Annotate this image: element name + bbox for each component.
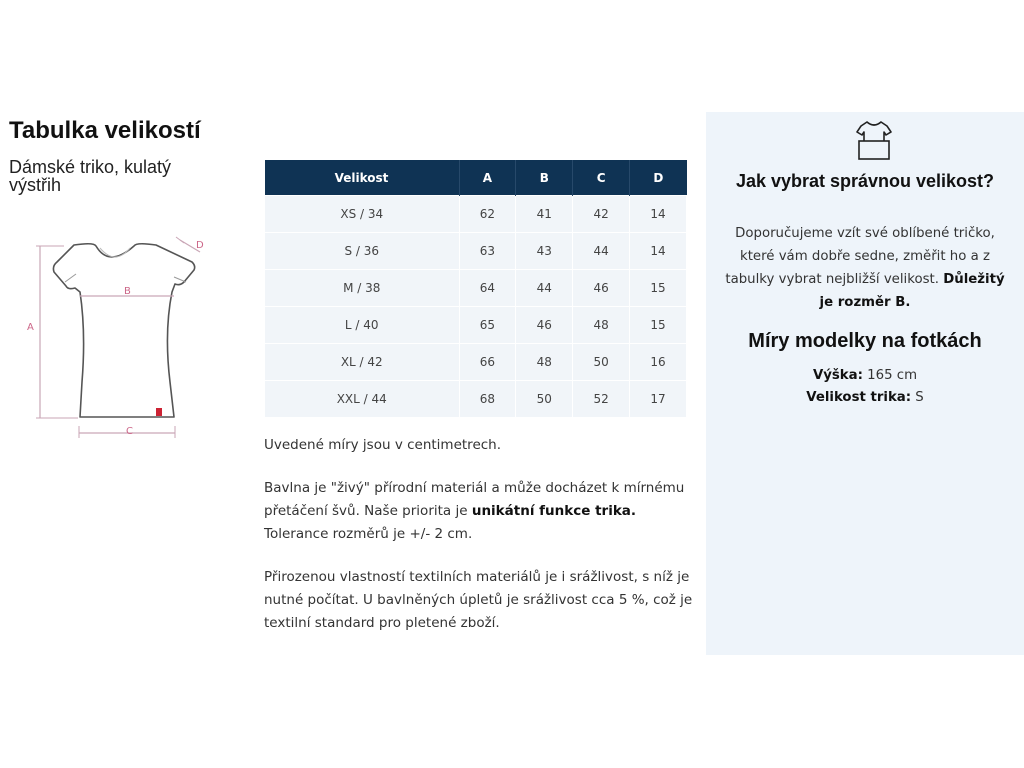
- table-row: [265, 344, 687, 381]
- table-cell: 41: [516, 196, 573, 233]
- table-cell: 15: [630, 307, 687, 344]
- table-cell: 46: [573, 270, 630, 307]
- table-cell: 68: [459, 381, 516, 418]
- table-cell: 48: [573, 307, 630, 344]
- table-cell-size: L / 40: [265, 307, 460, 344]
- table-header-c: C: [573, 160, 630, 196]
- label-tag: [156, 408, 162, 416]
- table-row: [265, 307, 687, 344]
- table-cell: 43: [516, 233, 573, 270]
- measure-b-label: B: [124, 286, 131, 297]
- table-header-d: D: [630, 160, 687, 196]
- measure-d-label: D: [196, 240, 204, 251]
- model-shirt-size: Velikost trika: S: [806, 390, 924, 405]
- measure-a-label: A: [27, 322, 34, 333]
- measure-c-label: C: [126, 426, 133, 437]
- table-cell-size: M / 38: [265, 270, 460, 307]
- table-cell: 50: [573, 344, 630, 381]
- size-notes: [264, 434, 694, 655]
- model-heading: Míry modelky na fotkách: [748, 330, 982, 352]
- size-advice-panel: [706, 112, 1024, 655]
- advice-important: Důležitý je rozměr B.: [819, 272, 1005, 310]
- note-cotton: Bavlna je "živý" přírodní materiál a může docházet k mírnému přetáčení švů. Naše priorita je unikátní funkce trika. Tolerance rozměrů je +/- 2 cm.: [264, 480, 685, 542]
- tshirt-outline: [53, 244, 194, 417]
- table-cell: 14: [630, 196, 687, 233]
- table-cell: 52: [573, 381, 630, 418]
- table-row: [265, 270, 687, 307]
- size-table: [264, 160, 687, 418]
- table-cell: 44: [573, 233, 630, 270]
- size-table-container: [264, 160, 687, 418]
- table-cell: 14: [630, 233, 687, 270]
- note-shrinkage: Přirozenou vlastností textilních materiálů je i srážlivost, s níž je nutné počítat. U bavlněných úpletů je srážlivost cca 5 %, což je textilní standard pro pletené zboží.: [264, 569, 693, 631]
- table-cell-size: XL / 42: [265, 344, 460, 381]
- advice-heading: Jak vybrat správnou velikost?: [735, 171, 995, 191]
- table-cell-size: XS / 34: [265, 196, 460, 233]
- tshirt-diagram: [24, 232, 224, 442]
- table-cell: 15: [630, 270, 687, 307]
- table-header-size: Velikost: [265, 160, 460, 196]
- table-cell: 46: [516, 307, 573, 344]
- title-block: [9, 116, 249, 194]
- table-row: [265, 196, 687, 233]
- model-measurements: [726, 365, 1004, 409]
- table-header-a: A: [459, 160, 516, 196]
- note-priority-bold: unikátní funkce trika.: [471, 503, 637, 519]
- table-cell: 62: [459, 196, 516, 233]
- shirt-box-icon: [856, 119, 892, 161]
- page-title: Tabulka velikostí: [9, 117, 201, 144]
- table-cell: 65: [459, 307, 516, 344]
- page-subtitle: Dámské triko, kulatý výstřih: [9, 157, 172, 195]
- table-cell-size: XXL / 44: [265, 381, 460, 418]
- note-units: Uvedené míry jsou v centimetrech.: [264, 437, 502, 453]
- table-cell: 42: [573, 196, 630, 233]
- table-row: [265, 381, 687, 418]
- table-cell: 50: [516, 381, 573, 418]
- table-cell: 16: [630, 344, 687, 381]
- table-header-b: B: [516, 160, 573, 196]
- table-cell-size: S / 36: [265, 233, 460, 270]
- table-cell: 44: [516, 270, 573, 307]
- table-cell: 64: [459, 270, 516, 307]
- table-row: [265, 233, 687, 270]
- table-cell: 63: [459, 233, 516, 270]
- table-header-row: [265, 160, 687, 196]
- advice-text: Doporučujeme vzít své oblíbené tričko, které vám dobře sedne, změřit ho a z tabulky vybrat nejbližší velikost. Důležitý je rozměr B.: [725, 226, 1005, 310]
- table-cell: 48: [516, 344, 573, 381]
- table-cell: 66: [459, 344, 516, 381]
- model-height: Výška: 165 cm: [812, 368, 918, 383]
- table-cell: 17: [630, 381, 687, 418]
